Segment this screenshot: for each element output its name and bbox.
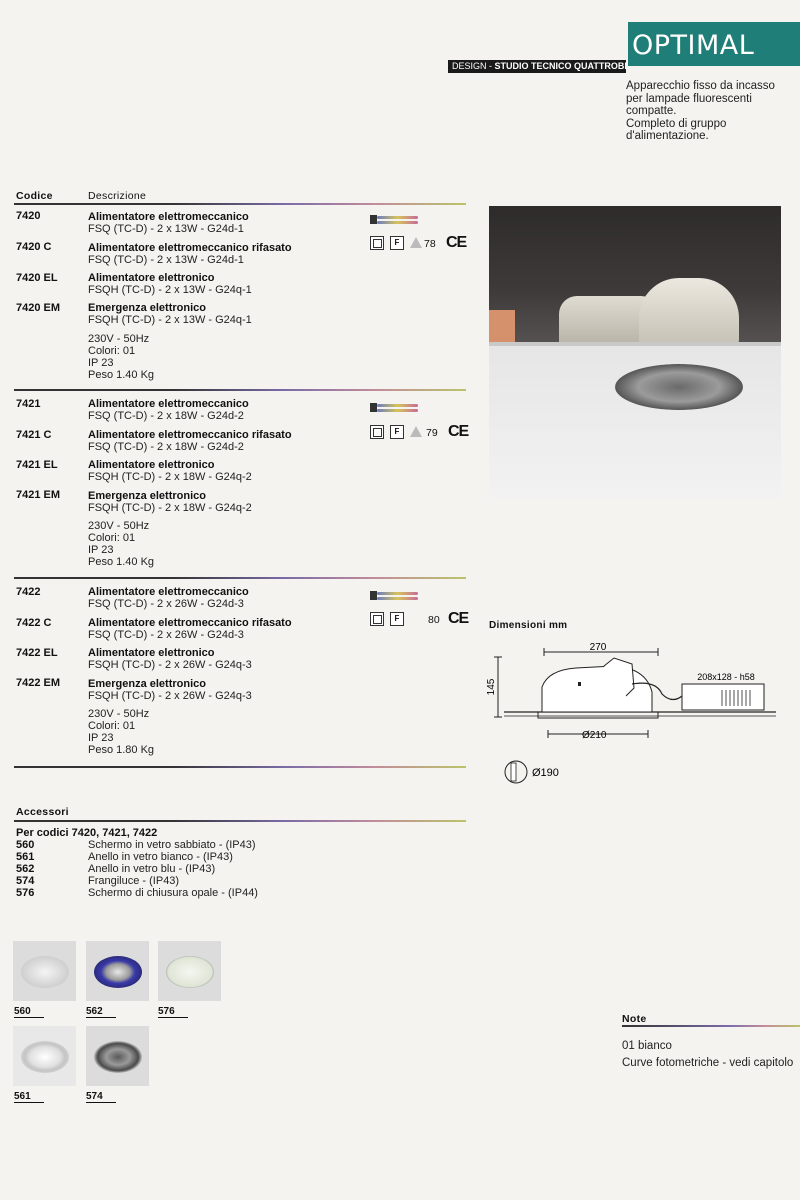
product-spec: FSQ (TC-D) - 2 x 13W - G24d-1 bbox=[88, 254, 244, 266]
product-title: Alimentatore elettromeccanico bbox=[88, 398, 249, 410]
accessory-thumb-560 bbox=[13, 941, 76, 1001]
spec-colors: Colori: 01 bbox=[88, 532, 136, 544]
intro-line: compatte. bbox=[626, 105, 677, 117]
product-spec: FSQH (TC-D) - 2 x 18W - G24q-2 bbox=[88, 502, 252, 514]
product-title: Alimentatore elettromeccanico bbox=[88, 586, 249, 598]
spec-weight: Peso 1.40 Kg bbox=[88, 369, 155, 381]
product-spec: FSQ (TC-D) - 2 x 18W - G24d-2 bbox=[88, 441, 244, 453]
table-rule bbox=[14, 203, 466, 205]
product-title: Alimentatore elettronico bbox=[88, 459, 215, 471]
spec-voltage: 230V - 50Hz bbox=[88, 708, 150, 720]
thumb-label: 560 bbox=[14, 1006, 44, 1018]
product-code: 7421 bbox=[16, 398, 41, 410]
accessory-code: 560 bbox=[16, 839, 35, 851]
product-title: Emergenza elettronico bbox=[88, 490, 206, 502]
note-title: Note bbox=[622, 1013, 647, 1025]
column-header-code: Codice bbox=[16, 190, 53, 202]
thumb-label: 576 bbox=[158, 1006, 188, 1018]
group-rule bbox=[14, 766, 466, 768]
spec-colors: Colori: 01 bbox=[88, 345, 136, 357]
cert-number: 78 bbox=[424, 238, 436, 250]
product-spec: FSQH (TC-D) - 2 x 18W - G24q-2 bbox=[88, 471, 252, 483]
product-spec: FSQH (TC-D) - 2 x 26W - G24q-3 bbox=[88, 659, 252, 671]
ce-mark-icon: CE bbox=[448, 610, 469, 627]
accessory-code: 562 bbox=[16, 863, 35, 875]
spec-ip: IP 23 bbox=[88, 544, 114, 556]
product-spec: FSQH (TC-D) - 2 x 13W - G24q-1 bbox=[88, 314, 252, 326]
note-line: Curve fotometriche - vedi capitolo bbox=[622, 1057, 794, 1069]
f-mark-icon: F bbox=[390, 425, 404, 439]
dimension-ballast: 208x128 - h58 bbox=[697, 672, 755, 682]
accessories-title: Accessori bbox=[16, 806, 69, 818]
product-title: Alimentatore elettronico bbox=[88, 647, 215, 659]
product-title: Emergenza elettronico bbox=[88, 678, 206, 690]
accessory-code: 561 bbox=[16, 851, 35, 863]
accessory-thumb-574 bbox=[86, 1026, 149, 1086]
certification-icons bbox=[370, 612, 470, 630]
product-code: 7421 EM bbox=[16, 489, 61, 501]
note-rule bbox=[622, 1025, 800, 1027]
group-rule bbox=[14, 577, 466, 579]
product-code: 7420 C bbox=[16, 241, 52, 253]
accessory-thumb-576 bbox=[158, 941, 221, 1001]
product-title: Alimentatore elettronico bbox=[88, 272, 215, 284]
certification-icons bbox=[370, 425, 470, 443]
product-code: 7422 EL bbox=[16, 647, 58, 659]
design-prefix: DESIGN - bbox=[452, 61, 495, 71]
dimension-height: 145 bbox=[486, 678, 497, 696]
note-line: 01 bianco bbox=[622, 1040, 672, 1052]
spec-weight: Peso 1.80 Kg bbox=[88, 744, 155, 756]
dimension-drawing bbox=[486, 632, 782, 784]
certification-icons bbox=[370, 236, 470, 254]
ce-mark-icon: CE bbox=[446, 234, 467, 251]
intro-text bbox=[626, 80, 796, 143]
brand-title: OPTIMAL bbox=[628, 22, 800, 66]
accessory-code: 576 bbox=[16, 887, 35, 899]
lamp-icon bbox=[370, 588, 420, 602]
double-insulation-icon bbox=[370, 425, 384, 439]
product-title: Emergenza elettronico bbox=[88, 302, 206, 314]
product-code: 7422 EM bbox=[16, 677, 61, 689]
accessory-desc: Schermo in vetro sabbiato - (IP43) bbox=[88, 839, 256, 851]
f-mark-icon: F bbox=[390, 236, 404, 250]
product-code: 7422 C bbox=[16, 617, 52, 629]
product-title: Alimentatore elettromeccanico rifasato bbox=[88, 617, 292, 629]
product-spec: FSQ (TC-D) - 2 x 13W - G24d-1 bbox=[88, 223, 244, 235]
dimension-width: 270 bbox=[589, 642, 607, 653]
accessory-thumb-562 bbox=[86, 941, 149, 1001]
warning-triangle-icon bbox=[410, 426, 422, 437]
product-title: Alimentatore elettromeccanico rifasato bbox=[88, 429, 292, 441]
dimension-diameter: Ø210 bbox=[582, 730, 607, 741]
spec-colors: Colori: 01 bbox=[88, 720, 136, 732]
accessory-thumb-561 bbox=[13, 1026, 76, 1086]
design-credit bbox=[448, 60, 626, 73]
warning-triangle-icon bbox=[410, 237, 422, 248]
product-code: 7421 EL bbox=[16, 459, 58, 471]
accessory-code: 574 bbox=[16, 875, 35, 887]
cert-number: 80 bbox=[428, 614, 440, 626]
accessory-desc: Frangiluce - (IP43) bbox=[88, 875, 180, 887]
spec-ip: IP 23 bbox=[88, 732, 114, 744]
spec-voltage: 230V - 50Hz bbox=[88, 520, 150, 532]
product-photo bbox=[489, 206, 781, 498]
double-insulation-icon bbox=[370, 612, 384, 626]
accessories-rule bbox=[14, 820, 466, 822]
product-spec: FSQ (TC-D) - 2 x 26W - G24d-3 bbox=[88, 598, 244, 610]
downlight-ring bbox=[615, 364, 743, 410]
design-studio: STUDIO TECNICO QUATTROBI bbox=[494, 61, 627, 71]
product-code: 7420 bbox=[16, 210, 41, 222]
spec-weight: Peso 1.40 Kg bbox=[88, 556, 155, 568]
accessories-for-codes: Per codici 7420, 7421, 7422 bbox=[16, 827, 158, 839]
thumb-label: 562 bbox=[86, 1006, 116, 1018]
accessory-desc: Anello in vetro bianco - (IP43) bbox=[88, 851, 233, 863]
product-code: 7421 C bbox=[16, 429, 52, 441]
intro-line: per lampade fluorescenti bbox=[626, 92, 752, 105]
lamp-icon bbox=[370, 400, 420, 414]
product-spec: FSQ (TC-D) - 2 x 18W - G24d-2 bbox=[88, 410, 244, 422]
accessory-desc: Schermo di chiusura opale - (IP44) bbox=[88, 887, 258, 899]
intro-line: Completo di gruppo bbox=[626, 117, 727, 130]
product-spec: FSQ (TC-D) - 2 x 26W - G24d-3 bbox=[88, 629, 244, 641]
double-insulation-icon bbox=[370, 236, 384, 250]
product-spec: FSQH (TC-D) - 2 x 26W - G24q-3 bbox=[88, 690, 252, 702]
spec-ip: IP 23 bbox=[88, 357, 114, 369]
intro-line: Apparecchio fisso da incasso bbox=[626, 80, 775, 92]
f-mark-icon: F bbox=[390, 612, 404, 626]
dimension-cutout: Ø190 bbox=[532, 767, 559, 779]
product-code: 7422 bbox=[16, 586, 41, 598]
intro-line: d'alimentazione. bbox=[626, 130, 709, 142]
column-header-description: Descrizione bbox=[88, 190, 147, 202]
dimensions-title: Dimensioni mm bbox=[489, 620, 568, 631]
product-code: 7420 EL bbox=[16, 272, 58, 284]
product-code: 7420 EM bbox=[16, 302, 61, 314]
product-spec: FSQH (TC-D) - 2 x 13W - G24q-1 bbox=[88, 284, 252, 296]
product-title: Alimentatore elettromeccanico bbox=[88, 211, 249, 223]
group-rule bbox=[14, 389, 466, 391]
thumb-label: 574 bbox=[86, 1091, 116, 1103]
thumb-label: 561 bbox=[14, 1091, 44, 1103]
cert-number: 79 bbox=[426, 427, 438, 439]
spec-voltage: 230V - 50Hz bbox=[88, 333, 150, 345]
ce-mark-icon: CE bbox=[448, 423, 469, 440]
product-title: Alimentatore elettromeccanico rifasato bbox=[88, 242, 292, 254]
lamp-icon bbox=[370, 212, 420, 226]
accessory-desc: Anello in vetro blu - (IP43) bbox=[88, 863, 216, 875]
